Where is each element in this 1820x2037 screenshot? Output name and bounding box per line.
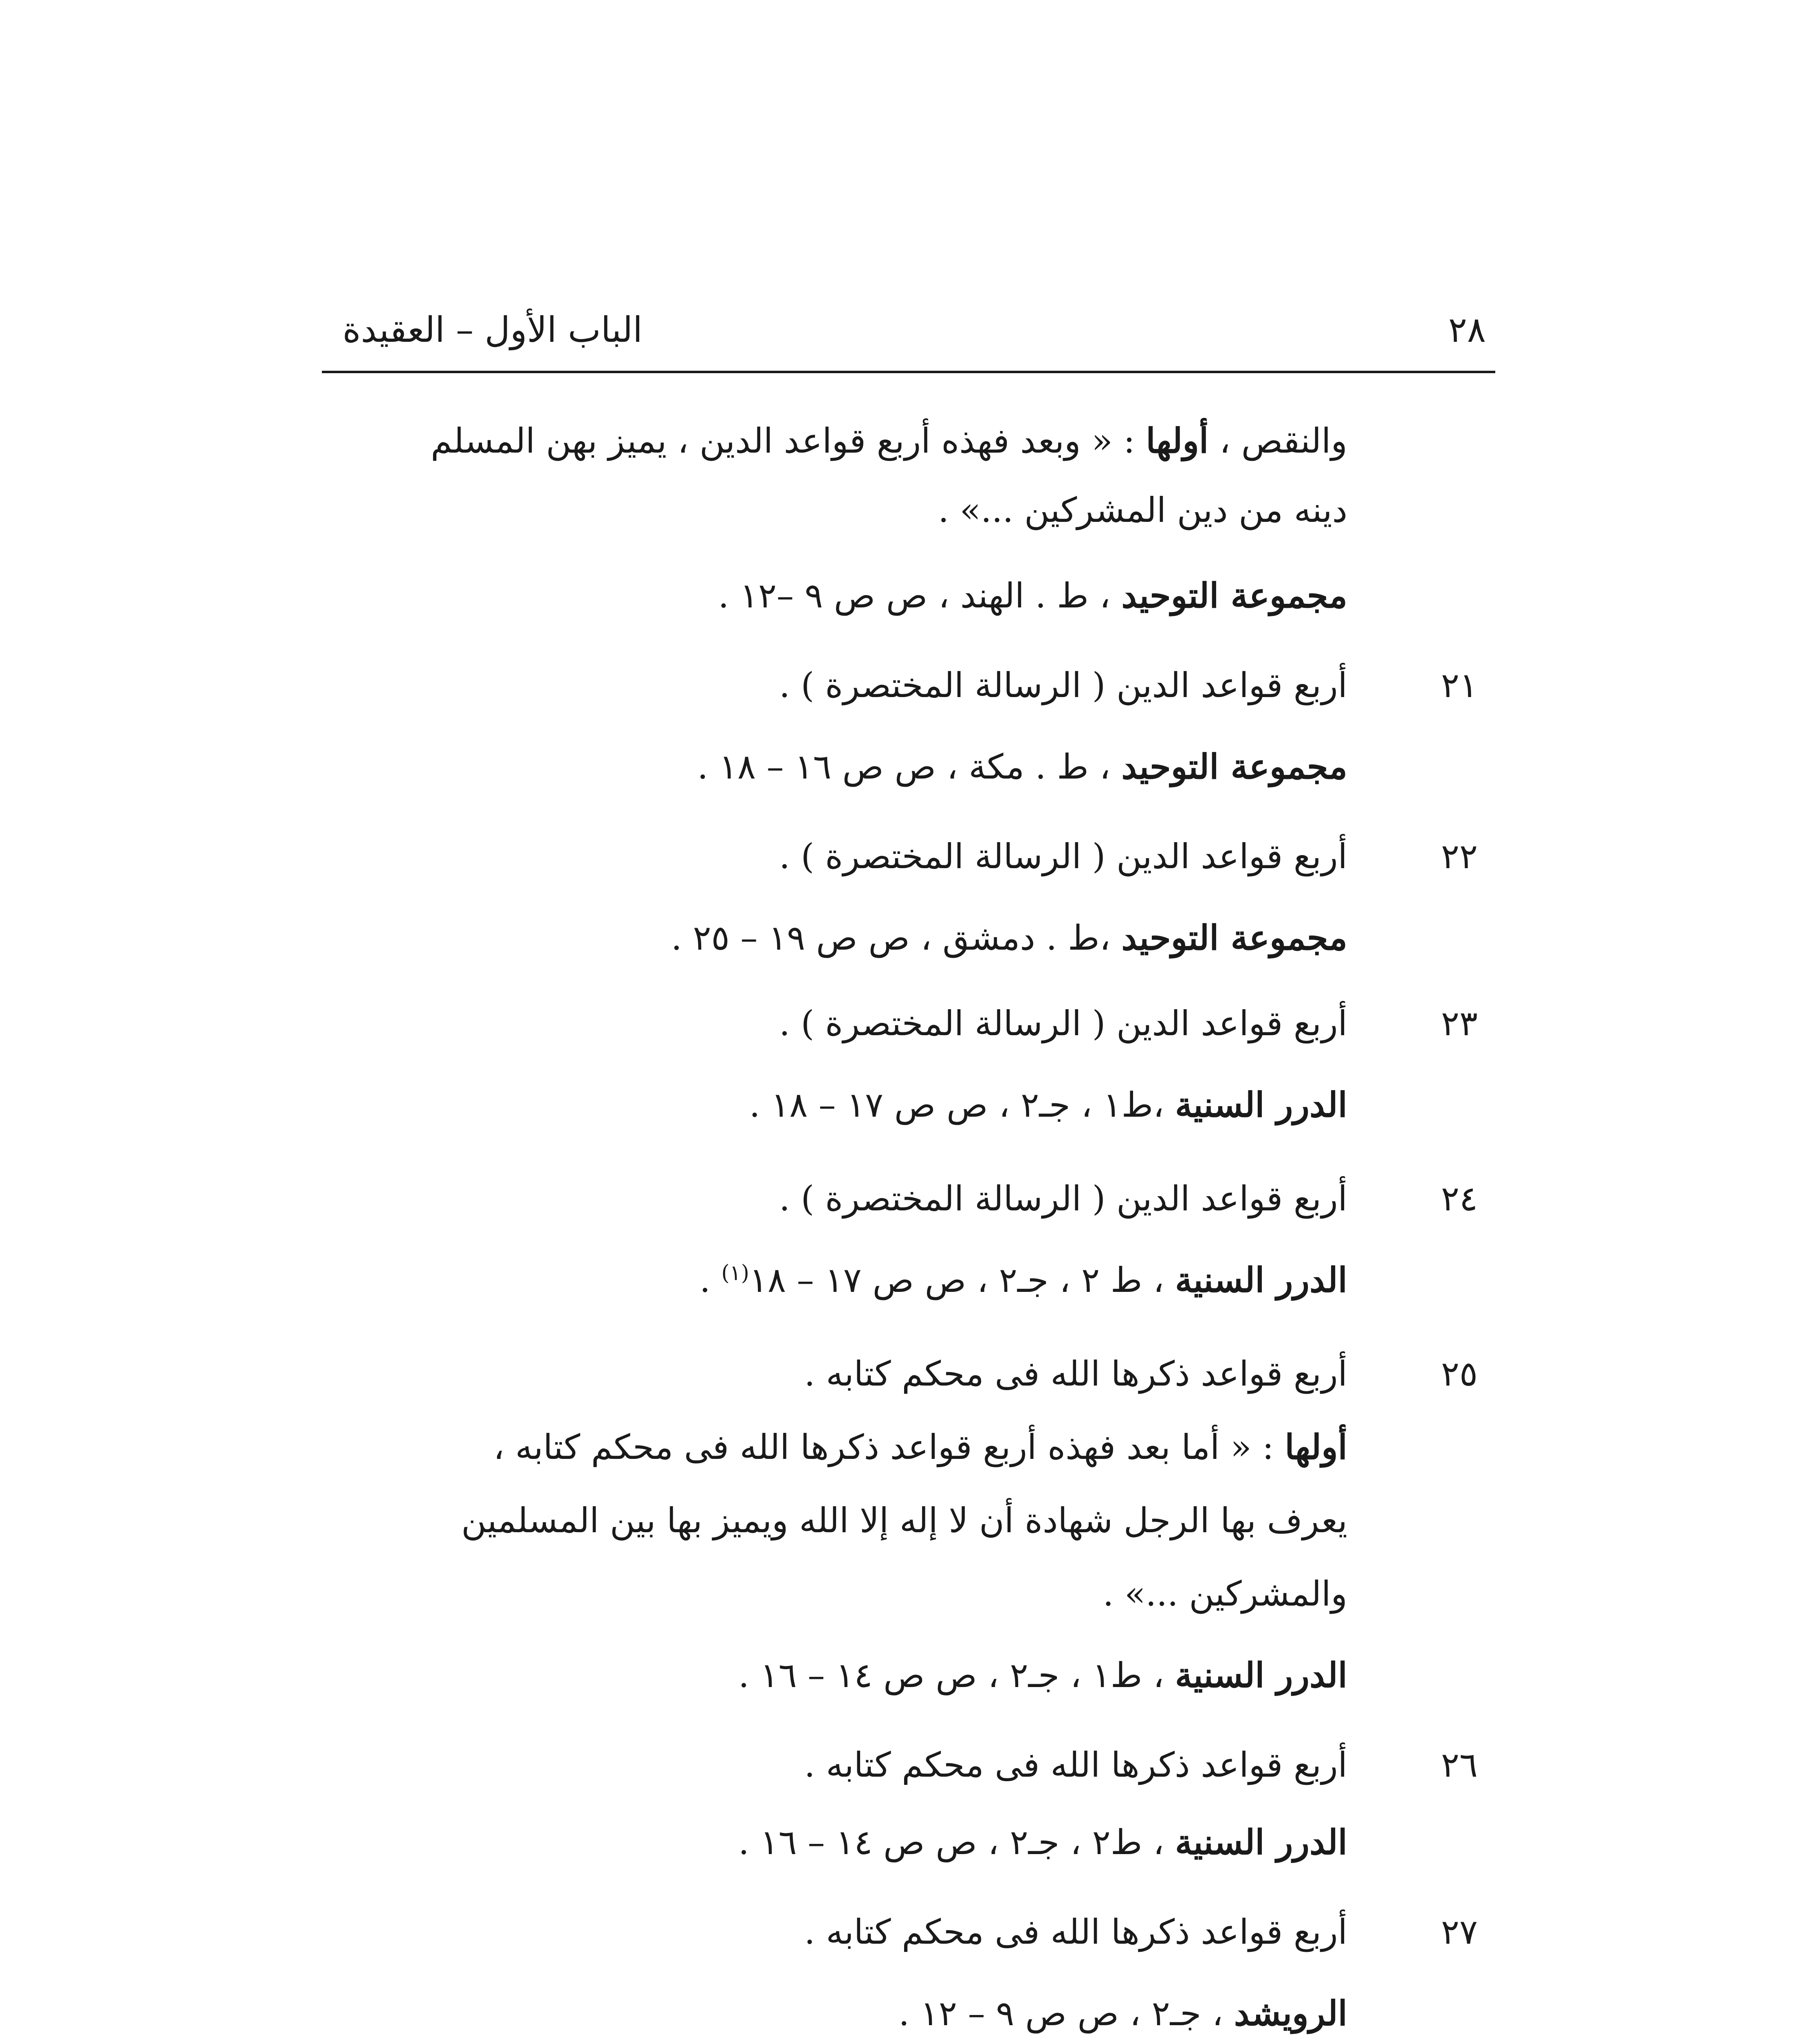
entry-number: ٢٣ [1441,1003,1478,1043]
entry-source: مجموعة التوحيد ، ط . مكة ، ص ص ١٦ – ١٨ . [697,746,1347,787]
entry-number: ٢٧ [1441,1912,1478,1952]
intro-source: مجموعة التوحيد ، ط . الهند ، ص ص ٩ –١٢ . [718,575,1347,616]
page-number: ٢٨ [1448,310,1486,350]
entry-quote-line-2: يعرف بها الرجل شهادة أن لا إله إلا الله ويميز بها بين المسلمين [461,1500,1347,1540]
entry-source: الدرر السنية ، ط١ ، جـ٢ ، ص ص ١٤ – ١٦ . [738,1655,1347,1695]
intro-line-1: والنقص ، أولها : « وبعد فهذه أربع قواعد الدين ، يميز بهن المسلم [431,420,1347,461]
entry-quote-line-1: أولها : « أما بعد فهذه أربع قواعد ذكرها الله فى محكم كتابه ، [493,1427,1347,1467]
entry-source: الدرر السنية ،ط١ ، جـ٢ ، ص ص ١٧ – ١٨ . [749,1084,1347,1125]
entry-title: أربع قواعد ذكرها الله فى محكم كتابه . [804,1745,1347,1785]
entry-number: ٢٦ [1441,1745,1478,1785]
entry-title: أربع قواعد الدين ( الرسالة المختصرة ) . [779,1179,1347,1219]
footnote-marker: (١) [721,1261,749,1285]
entry-source: الرويشد ، جـ٢ ، ص ص ٩ – ١٢ . [898,1993,1347,2033]
running-title: الباب الأول – العقيدة [342,310,643,350]
entry-number: ٢٥ [1441,1354,1478,1394]
entry-number: ٢٢ [1441,836,1478,876]
entry-source: الدرر السنية ، ط ٢ ، جـ٢ ، ص ص ١٧ – ١٨$^{(١)}$ . [699,1260,1347,1300]
entry-title: أربع قواعد ذكرها الله فى محكم كتابه . [804,1354,1347,1394]
entry-title: أربع قواعد الدين ( الرسالة المختصرة ) . [779,836,1347,876]
entry-source: الدرر السنية ، ط٢ ، جـ٢ ، ص ص ١٤ – ١٦ . [738,1822,1347,1862]
entry-number: ٢٤ [1441,1179,1478,1219]
entry-title: أربع قواعد الدين ( الرسالة المختصرة ) . [779,1003,1347,1043]
entry-number: ٢١ [1441,665,1478,705]
entry-title: أربع قواعد الدين ( الرسالة المختصرة ) . [779,665,1347,705]
entry-source: مجموعة التوحيد ،ط . دمشق ، ص ص ١٩ – ٢٥ . [671,917,1347,958]
entry-title: أربع قواعد ذكرها الله فى محكم كتابه . [804,1912,1347,1952]
entry-quote-line-3: والمشركين ...» . [1103,1574,1347,1614]
intro-line-2: دينه من دين المشركين ...» . [938,490,1347,530]
header-rule [322,371,1495,373]
